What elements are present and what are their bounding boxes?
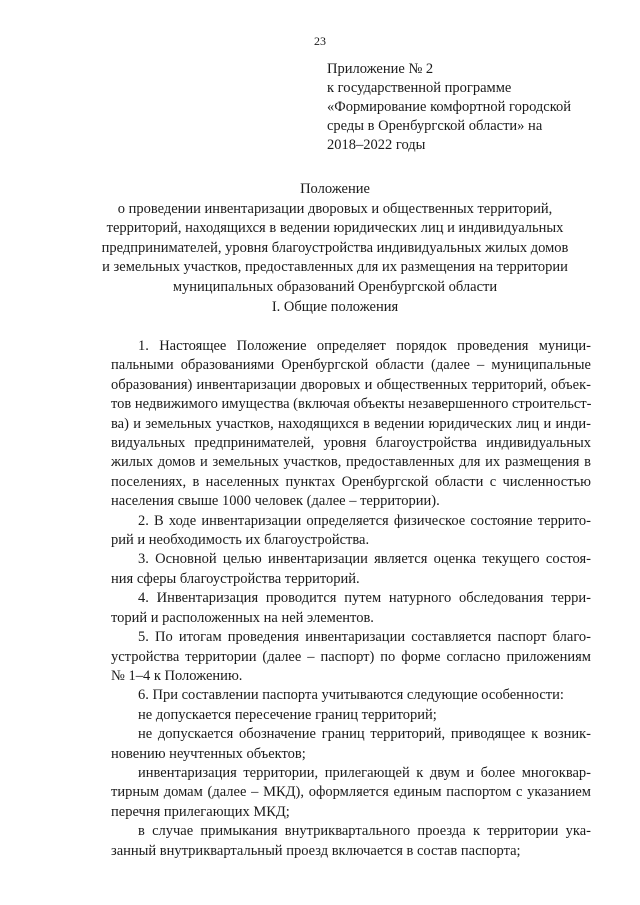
body-line: № 1–4 к Положению. xyxy=(111,667,243,684)
appendix-line: Приложение № 2 xyxy=(327,61,434,77)
body-line: видуальных предпринимателей, уровня благоустройства индивидуальных xyxy=(111,435,591,452)
body-line: пальными образованиями Оренбургской области (далее – муниципальные xyxy=(111,357,591,374)
appendix-header xyxy=(327,60,617,155)
body-line: перечня прилегающих МКД; xyxy=(111,803,290,820)
appendix-line: «Формирование комфортной городской xyxy=(327,99,572,115)
body-line: образования) инвентаризации дворовых и общественных территорий, объек- xyxy=(111,376,591,393)
body-line: 2. В ходе инвентаризации определяется физическое состояние террито- xyxy=(138,512,591,529)
title-line: о проведении инвентаризации дворовых и общественных территорий, xyxy=(117,200,553,217)
body-line: не допускается пересечение границ территорий; xyxy=(138,706,437,723)
title-line: предпринимателей, уровня благоустройства индивидуальных жилых домов xyxy=(101,239,569,256)
body-line: торий и расположенных на ней элементов. xyxy=(111,609,374,626)
body-line: в случае примыкания внутриквартального проезда к территории ука- xyxy=(138,823,591,840)
body-line: занный внутриквартальный проезд включается в состав паспорта; xyxy=(111,842,521,859)
body-line: инвентаризация территории, прилегающей к двум и более многоквар- xyxy=(138,764,591,781)
section-heading: I. Общие положения xyxy=(271,299,399,315)
appendix-line: к государственной программе xyxy=(327,80,512,96)
document-body xyxy=(111,337,591,861)
body-line: 1. Настоящее Положение определяет порядок проведения муници- xyxy=(138,338,591,354)
body-line: 3. Основной целью инвентаризации является оценка текущего состоя- xyxy=(138,551,591,568)
body-line: не допускается обозначение границ территорий, приводящее к возник- xyxy=(138,726,591,743)
body-line: жилых домов и земельных участков, предоставленных для их размещения в xyxy=(111,454,591,471)
body-line: тирным домам (далее – МКД), оформляется единым паспортом с указанием xyxy=(111,784,591,801)
body-line: 6. При составлении паспорта учитываются следующие особенности: xyxy=(138,687,564,704)
title-line: территорий, находящихся в ведении юридических лиц и индивидуальных xyxy=(106,220,564,236)
body-line: новению неучтенных объектов; xyxy=(111,745,306,762)
title-line: муниципальных образований Оренбургской области xyxy=(172,278,498,295)
body-line: тов недвижимого имущества (включая объекты незавершенного строительст- xyxy=(111,396,592,413)
document-title xyxy=(60,180,610,297)
body-line: 5. По итогам проведения инвентаризации составляется паспорт благо- xyxy=(138,629,591,646)
body-line: устройства территории (далее – паспорт) по форме согласно приложениям xyxy=(111,648,591,665)
title-line: Положение xyxy=(300,181,370,197)
body-line: 4. Инвентаризация проводится путем натурного обследования терри- xyxy=(138,590,591,607)
body-line: рий и необходимость их благоустройства. xyxy=(111,532,370,549)
body-line: поселениях, в населенных пунктах Оренбургской области с численностью xyxy=(111,473,591,490)
appendix-line: среды в Оренбургской области» на xyxy=(327,118,543,134)
body-line: ва) и земельных участков, находящихся в ведении юридических лиц и инди- xyxy=(111,415,591,432)
body-line: населения свыше 1000 человек (далее – территории). xyxy=(111,493,440,510)
appendix-line: 2018–2022 годы xyxy=(327,137,426,153)
title-line: и земельных участков, предоставленных для их размещения на территории xyxy=(102,259,568,275)
body-line: ния сферы благоустройства территорий. xyxy=(111,570,360,587)
page-number: 23 xyxy=(314,34,326,48)
